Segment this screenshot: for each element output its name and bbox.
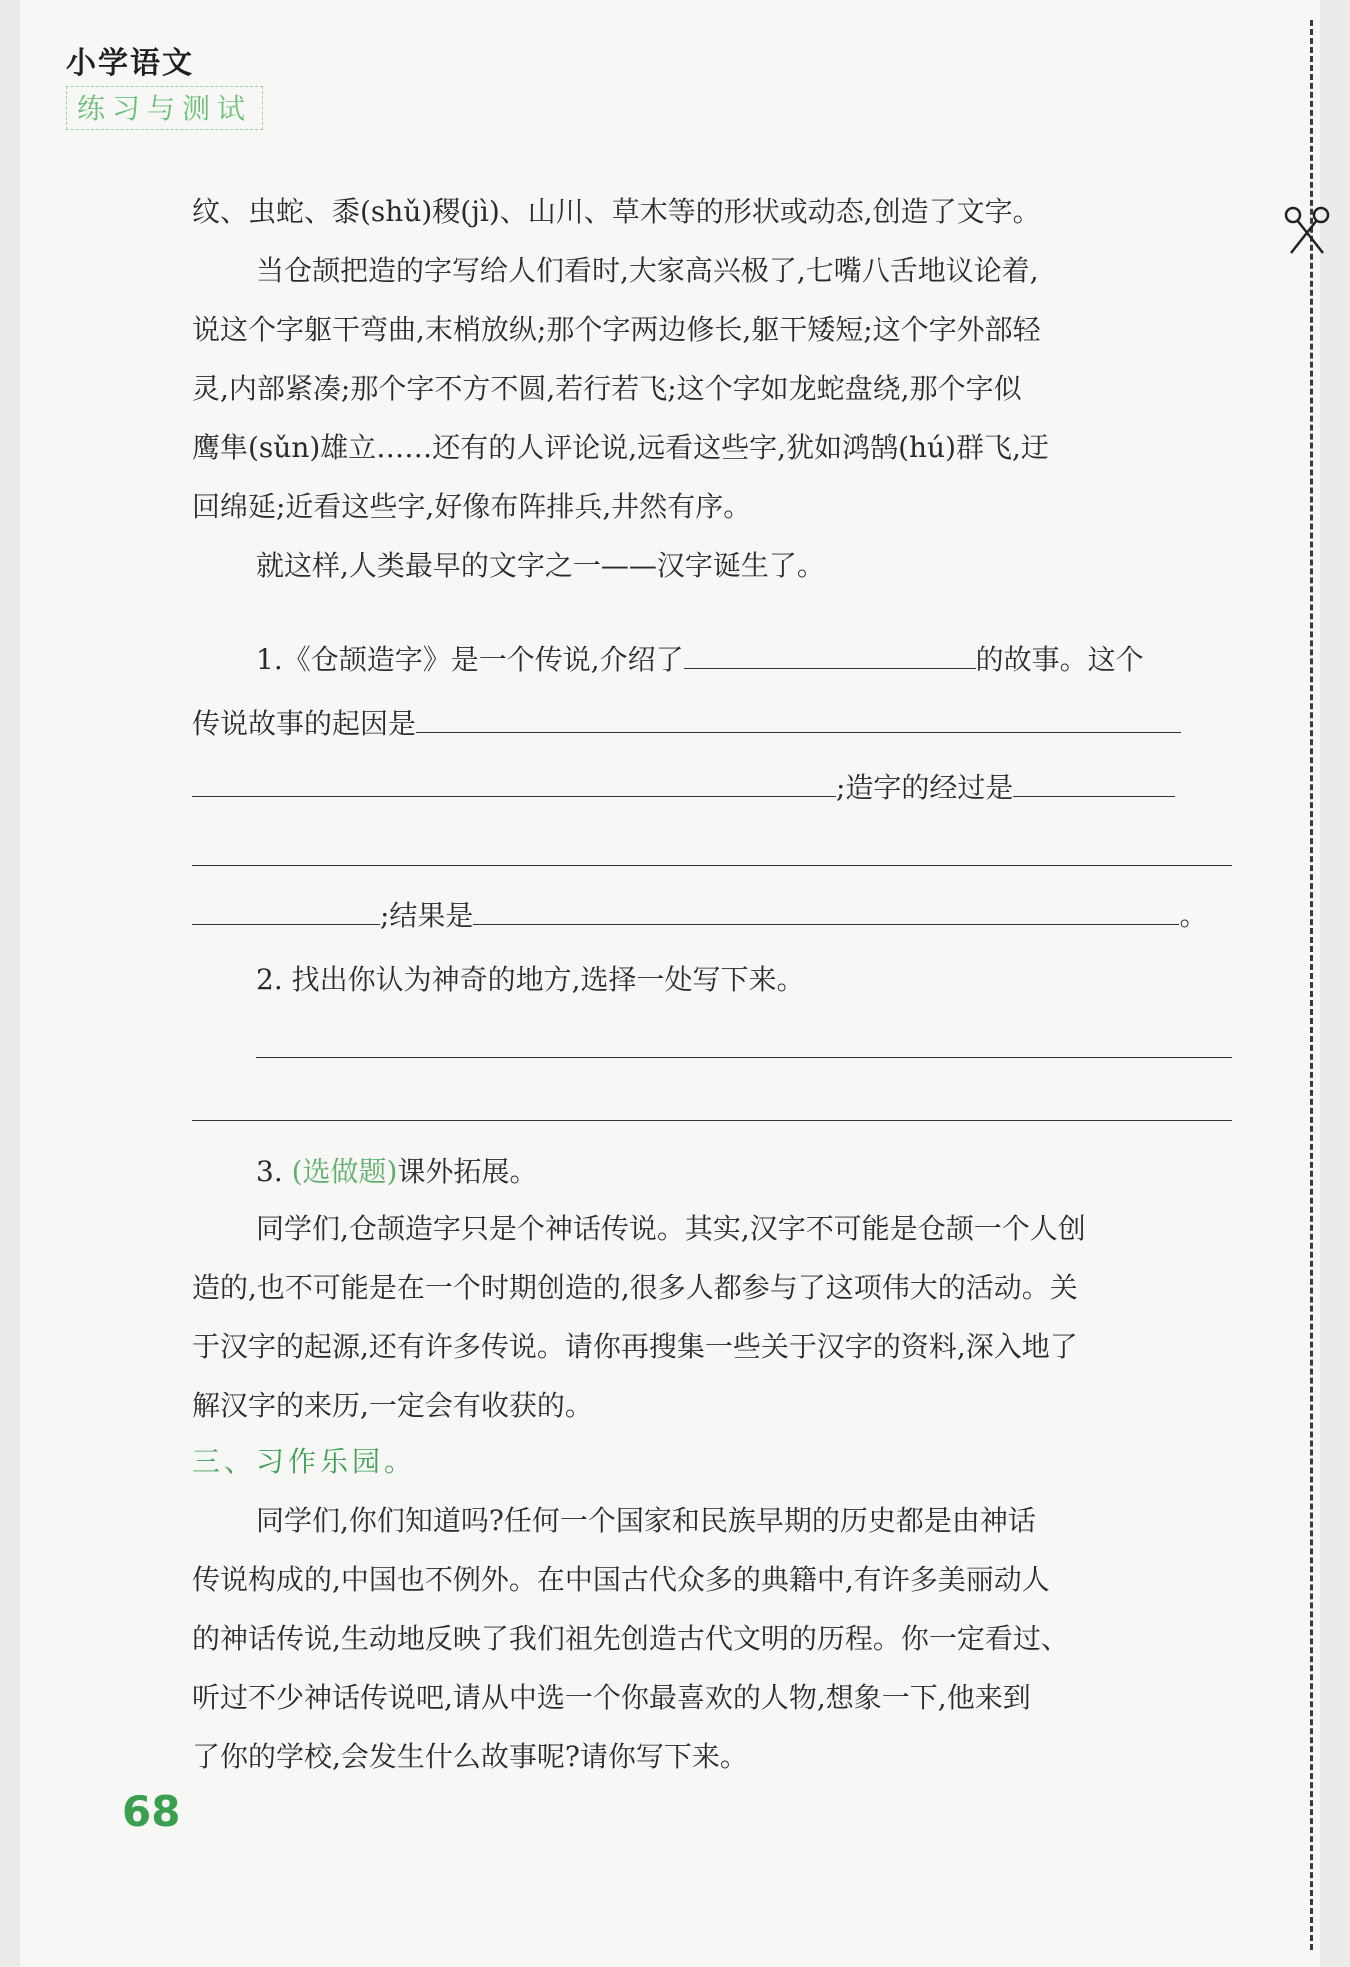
question-1-line-3 <box>192 766 1232 806</box>
cut-line <box>1310 20 1313 1950</box>
answer-line[interactable] <box>256 1057 1232 1058</box>
story-line: 当仓颉把造的字写给人们看时,大家高兴极了,七嘴八舌地议论着, <box>256 254 1039 287</box>
question-1-text: 的故事。这个 <box>975 643 1144 676</box>
question-1-line-2 <box>192 702 1232 742</box>
answer-line[interactable] <box>192 1120 1232 1121</box>
answer-blank[interactable] <box>1013 770 1175 797</box>
answer-blank[interactable] <box>416 706 1181 733</box>
question-3-line: 解汉字的来历,一定会有收获的。 <box>192 1389 593 1422</box>
question-1-text: 。 <box>1179 899 1208 932</box>
question-3-title <box>256 1150 1232 1190</box>
section-heading: 三、习作乐园。 <box>192 1445 417 1478</box>
question-1-line-5 <box>192 894 1232 934</box>
story-line: 鹰隼(sǔn)雄立……还有的人评论说,远看这些字,犹如鸿鹄(hú)群飞,迂 <box>192 431 1049 464</box>
section-3-line: 听过不少神话传说吧,请从中选一个你最喜欢的人物,想象一下,他来到 <box>192 1681 1031 1714</box>
story-line: 纹、虫蛇、黍(shǔ)稷(jì)、山川、草木等的形状或动态,创造了文字。 <box>192 195 1041 228</box>
section-3-line: 同学们,你们知道吗?任何一个国家和民族早期的历史都是由神话 <box>256 1504 1036 1537</box>
answer-line[interactable] <box>192 865 1232 866</box>
story-line: 灵,内部紧凑;那个字不方不圆,若行若飞;这个字如龙蛇盘绕,那个字似 <box>192 372 1022 405</box>
workbook-page <box>20 0 1320 1967</box>
answer-blank[interactable] <box>473 898 1179 925</box>
book-header <box>66 38 263 130</box>
story-line: 回绵延;近看这些字,好像布阵排兵,井然有序。 <box>192 490 752 523</box>
section-3-line: 的神话传说,生动地反映了我们祖先创造古代文明的历程。你一定看过、 <box>192 1622 1069 1655</box>
story-line: 说这个字躯干弯曲,末梢放纵;那个字两边修长,躯干矮短;这个字外部轻 <box>192 313 1041 346</box>
answer-blank[interactable] <box>192 770 836 797</box>
optional-tag: (选做题) <box>291 1155 398 1188</box>
section-3-line: 传说构成的,中国也不例外。在中国古代众多的典籍中,有许多美丽动人 <box>192 1563 1050 1596</box>
question-2-text: 2. 找出你认为神奇的地方,选择一处写下来。 <box>256 963 805 996</box>
series-title: 小学语文 <box>66 46 194 81</box>
book-subtitle: 练习与测试 <box>66 86 263 130</box>
question-3-line: 于汉字的起源,还有许多传说。请你再搜集一些关于汉字的资料,深入地了 <box>192 1330 1078 1363</box>
section-3-line: 了你的学校,会发生什么故事呢?请你写下来。 <box>192 1740 748 1773</box>
question-1-text: 传说故事的起因是 <box>192 707 417 740</box>
question-3-line: 同学们,仓颉造字只是个神话传说。其实,汉字不可能是仓颉一个人创 <box>256 1212 1086 1245</box>
question-1-text: ;结果是 <box>380 899 474 932</box>
question-1-line-1 <box>256 638 1232 678</box>
question-1-text: ;造字的经过是 <box>836 771 1014 804</box>
page-number: 68 <box>122 1787 181 1836</box>
question-3-heading: 课外拓展。 <box>397 1155 538 1188</box>
question-1-text: 1.《仓颉造字》是一个传说,介绍了 <box>256 643 684 676</box>
answer-blank[interactable] <box>684 642 976 669</box>
question-3-line: 造的,也不可能是在一个时期创造的,很多人都参与了这项伟大的活动。关 <box>192 1271 1078 1304</box>
question-3-number: 3. <box>256 1155 283 1188</box>
scissors-icon <box>1283 205 1331 257</box>
answer-blank[interactable] <box>192 898 380 925</box>
story-line: 就这样,人类最早的文字之一——汉字诞生了。 <box>256 549 825 582</box>
